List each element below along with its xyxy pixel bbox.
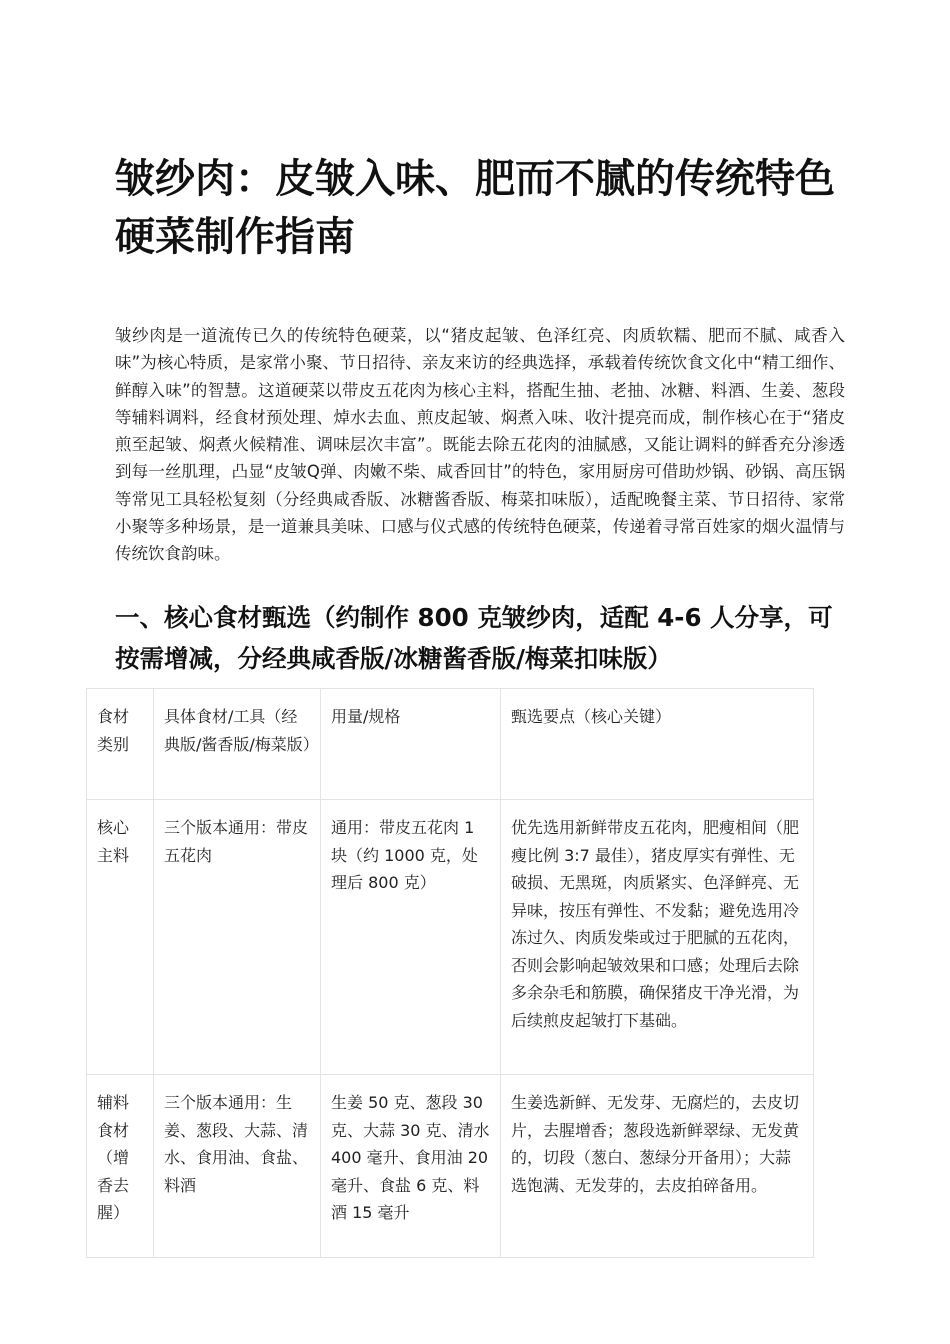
header-item: 具体食材/工具（经典版/酱香版/梅菜版） <box>154 689 321 800</box>
cell-amount: 生姜 50 克、葱段 30 克、大蒜 30 克、清水 400 毫升、食用油 20 毫升、食盐 6 克、料酒 15 毫升 <box>321 1075 501 1258</box>
table-row <box>87 1075 814 1258</box>
cell-tips: 生姜选新鲜、无发芽、无腐烂的，去皮切片，去腥增香；葱段选新鲜翠绿、无发黄的，切段（葱白、葱绿分开备用）；大蒜选饱满、无发芽的，去皮拍碎备用。 <box>501 1075 814 1258</box>
cell-category: 辅料食材（增香去腥） <box>87 1075 154 1258</box>
intro-paragraph: 皱纱肉是一道流传已久的传统特色硬菜，以“猪皮起皱、色泽红亮、肉质软糯、肥而不腻、咸香入味”为核心特质，是家常小聚、节日招待、亲友来访的经典选择，承载着传统饮食文化中“精工细作、鲜醇入味”的智慧。这道硬菜以带皮五花肉为核心主料，搭配生抽、老抽、冰糖、料酒、生姜、葱段等辅料调料，经食材预处理、焯水去血、煎皮起皱、焖煮入味、收汁提亮而成，制作核心在于“猪皮煎至起皱、焖煮火候精准、调味层次丰富”。既能去除五花肉的油腻感，又能让调料的鲜香充分渗透到每一丝肌理，凸显“皮皱Q弹、肉嫩不柴、咸香回甘”的特色，家用厨房可借助炒锅、砂锅、高压锅等常见工具轻松复刻（分经典咸香版、冰糖酱香版、梅菜扣味版），适配晚餐主菜、节日招待、家常小聚等多种场景，是一道兼具美味、口感与仪式感的传统特色硬菜，传递着寻常百姓家的烟火温情与传统饮食韵味。 <box>115 326 845 564</box>
cell-amount: 通用：带皮五花肉 1 块（约 1000 克，处理后 800 克） <box>321 800 501 1075</box>
header-amount: 用量/规格 <box>321 689 501 800</box>
cell-item: 三个版本通用：生姜、葱段、大蒜、清水、食用油、食盐、料酒 <box>154 1075 321 1258</box>
cell-tips: 优先选用新鲜带皮五花肉，肥瘦相间（肥瘦比例 3:7 最佳），猪皮厚实有弹性、无破损、无黑斑，肉质紧实、色泽鲜亮、无异味，按压有弹性、不发黏；避免选用冷冻过久、肉质发柴或过于肥腻的五花肉，否则会影响起皱效果和口感；处理后去除多余杂毛和筋膜，确保猪皮干净光滑，为后续煎皮起皱打下基础。 <box>501 800 814 1075</box>
table-row <box>87 800 814 1075</box>
header-tips: 甄选要点（核心关键） <box>501 689 814 800</box>
cell-category: 核心主料 <box>87 800 154 1075</box>
section-heading-ingredients: 一、核心食材甄选（约制作 800 克皱纱肉，适配 4-6 人分享，可按需增减，分经典咸香版/冰糖酱香版/梅菜扣味版） <box>115 603 833 673</box>
header-category: 食材类别 <box>87 689 154 800</box>
page-title: 皱纱肉：皮皱入味、肥而不腻的传统特色硬菜制作指南 <box>115 156 835 260</box>
cell-item: 三个版本通用：带皮五花肉 <box>154 800 321 1075</box>
table-header-row <box>87 689 814 800</box>
ingredients-table <box>86 688 814 1258</box>
ingredients-table-container <box>86 688 813 1222</box>
